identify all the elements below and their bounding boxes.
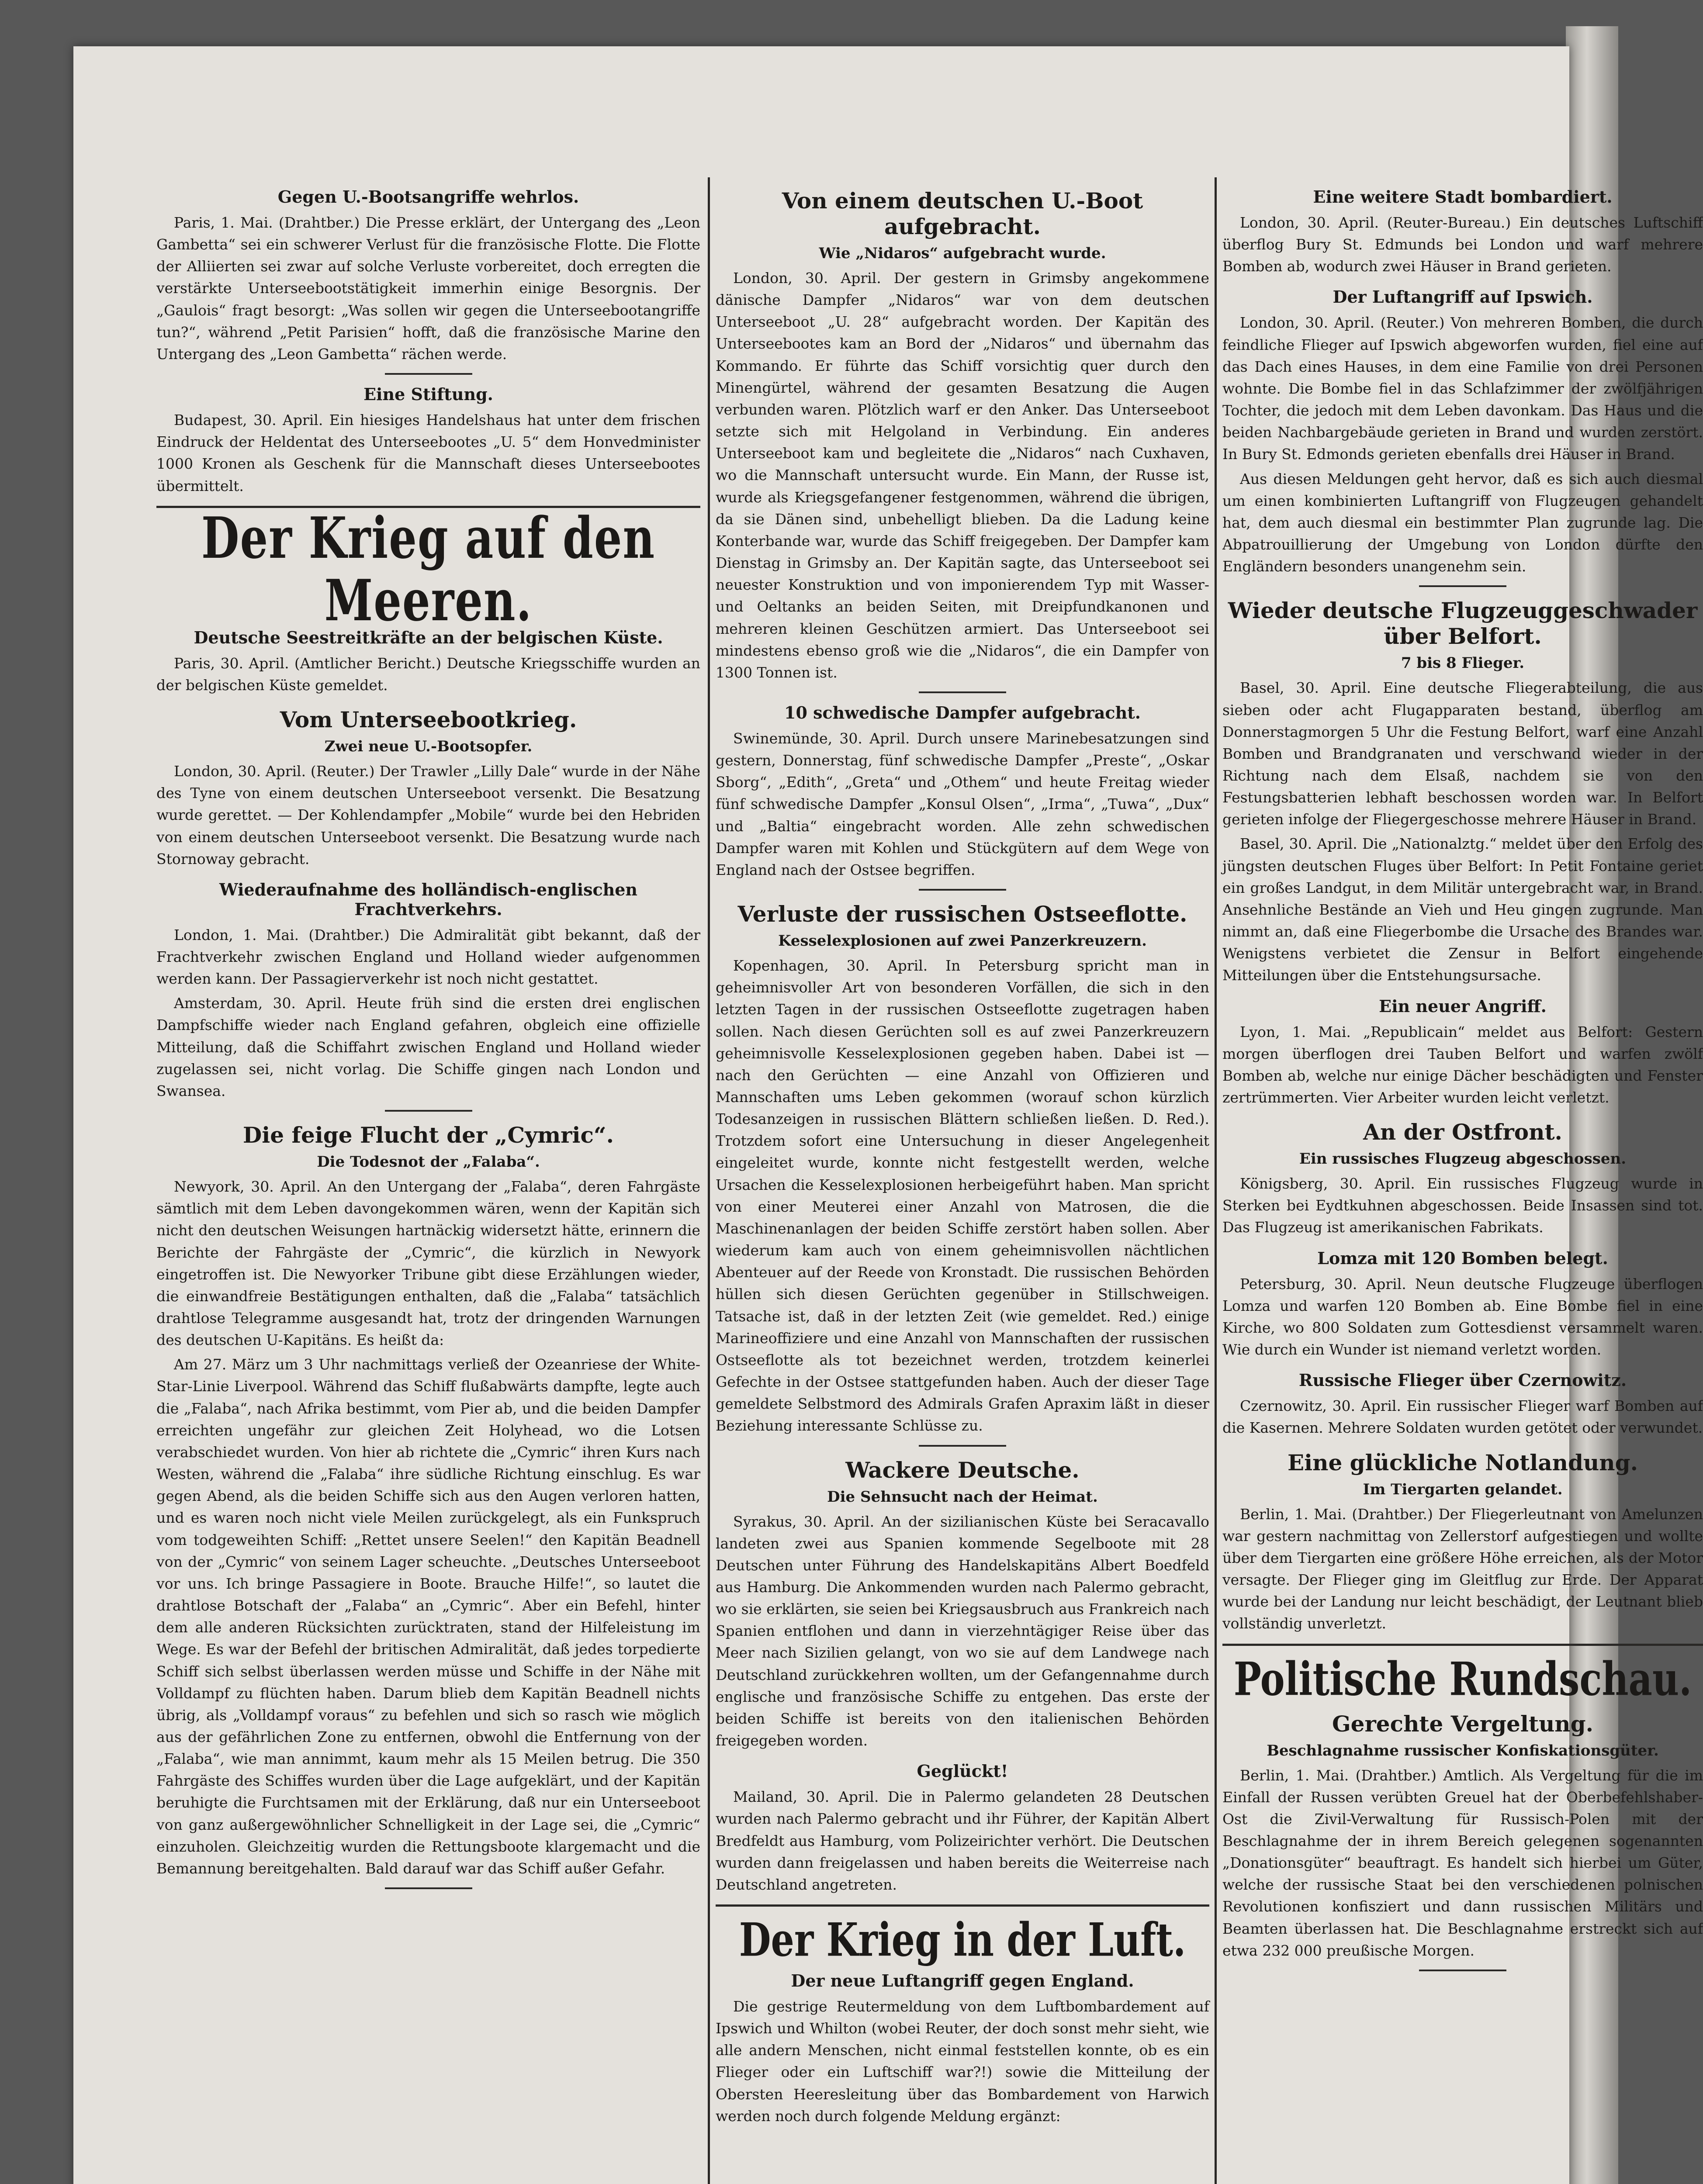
subheadline: 7 bis 8 Flieger. [1401,654,1525,672]
headline: Verluste der russischen Ostseeflotte. [737,901,1187,927]
headline: An der Ostfront. [1363,1119,1562,1145]
article-text: London, 1. Mai. (Drahtber.) Die Admiralität gibt bekannt, daß der Frachtverkehr zwischen England und Holland wieder aufgenommen werden kann. Der Passagierverkehr ist noch nicht gestattet. [156,926,700,988]
separator [919,889,1006,891]
article-text: London, 30. April. Der gestern in Grimsby angekommene dänische Dampfer „Nidaros“ war von dem deutschen Unterseeboot „U. 28“ aufgebracht worden. Der Kapitän des Unterseebootes kam an Bord der „Nidaros“ und übernahm das Kommando. Er führte das Schiff vorsichtig quer durch den Minengürtel, während der gesamten Besatzung die Augen verbunden waren. Plötzlich warf er den Anker. Das Unterseeboot setzte sich mit Helgoland in Verbindung. Ein anderes Unterseeboot kam und begleitete die „Nidaros“ nach Cuxhaven, wo die Mannschaft untersucht wurde. Ein Mann, der Russe ist, wurde als Kriegsgefangener festgenommen, während die übrigen, da sie Dänen sind, unbehelligt blieben. Da die Ladung keine Konterbande war, wurde das Schiff freigegeben. Der Dampfer kam Dienstag in Grimsby an. Der Kapitän sagte, das Unterseeboot sei neuester Konstruktion und von imponierendem Typ mit Wasser- und Oeltanks an beiden Seiten, mit Dreipfundkanonen und mehreren kleinen Geschützen armiert. Das Unterseeboot sei mindestens ebenso groß wie die „Nidaros“, die ein Dampfer von 1300 Tonnen ist. [716,270,1209,681]
article-text: Am 27. März um 3 Uhr nachmittags verließ der Ozeanriese der White-Star-Linie Liverpool. Während das Schiff flußabwärts dampfte, legte auch die „Falaba“, nach Afrika bestimmt, vom Pier ab, und die beiden Dampfer erreichten ungefähr zur gleichen Zeit Holyhead, wo die Lotsen verabschiedet wurden. Von hier ab richtete die „Cymric“ ihren Kurs nach Westen, während die „Falaba“ ihre südliche Richtung einschlug. Es war gegen Abend, als die beiden Schiffe sich aus den Augen verloren hatten, und es waren noch nicht viele Meilen zurückgelegt, als ein Funkspruch vom todgeweihten Schiff: „Rettet unsere Seelen!“ den Kapitän Beadnell von der „Cymric“ von seinem Lager scheuchte. „Deutsches Unterseeboot vor uns. Ich bringe Passagiere in Boote. Brauche Hilfe!“, so lautet die drahtlose Botschaft der „Falaba“ an „Cymric“. Aber ein Befehl, hinter dem alle anderen Rücksichten zurücktraten, stand der Hilfeleistung im Wege. Es war der Befehl der britischen Admiralität, daß jedes torpedierte Schiff sich selbst überlassen werden müsse und Schiffe in der Nähe mit Volldampf zu flüchten haben. Darum blieb dem Kapitän Beadnell nichts übrig, als „Volldampf voraus“ zu befehlen und sich so rasch wie möglich aus der gefährlichen Zone zu entfernen, obwohl die Entfernung von der „Falaba“, wie man annimmt, kaum mehr als 15 Meilen betrug. Die 350 Fahrgäste des Schiffes wurden über die Lage aufgeklärt, und der Kapitän beruhigte die Furchtsamen mit der Erklärung, daß nur ein Unterseeboot von ganz außergewöhnlicher Schnelligkeit in der Lage sei, die „Cymric“ einzuholen. Gleichzeitig wurden die Rettungsboote klargemacht und die Bemannung bereitgehalten. Bald darauf war das Schiff außer Gefahr. [156,1356,700,1877]
article-text: Petersburg, 30. April. Neun deutsche Flugzeuge überflogen Lomza und warfen 120 Bomben ab. Eine Bombe fiel in eine Kirche, wo 800 Soldaten zum Gottesdienst versammelt waren. Wie durch ein Wunder ist niemand verletzt worden. [1222,1275,1703,1358]
article-text: Newyork, 30. April. An den Untergang der „Falaba“, deren Fahrgäste sämtlich mit dem Leben davongekommen wären, wenn der Kapitän sich nicht den deutschen Weisungen hartnäckig widersetzt hätte, erinnern die Berichte der Fahrgäste der „Cymric“, die kürzlich in Newyork eingetroffen ist. Die Newyorker Tribune gibt diese Erzählungen wieder, die einwandfreie Bestätigungen enthalten, daß die „Falaba“ tatsächlich drahtlose Telegramme ausgesandt hat, trotz der dringenden Warnungen des deutschen U-Kapitäns. Es heißt da: [156,1178,700,1349]
subheadline: Im Tiergarten gelandet. [1363,1480,1563,1498]
headline: 10 schwedische Dampfer aufgebracht. [784,702,1141,722]
subheadline: Beschlagnahme russischer Konfiskationsgüter. [1267,1742,1659,1759]
separator [385,373,472,375]
article-text: Czernowitz, 30. April. Ein russischer Flieger warf Bomben auf die Kasernen. Mehrere Soldaten wurden getötet oder verwundet. [1222,1397,1703,1437]
headline: Von einem deutschen U.-Boot aufgebracht. [782,188,1143,239]
headline: Deutsche Seestreitkräfte an der belgischen Küste. [194,627,663,647]
headline: Gegen U.-Bootsangriffe wehrlos. [277,187,579,207]
article-text: Basel, 30. April. Die „Nationalztg.“ meldet über den Erfolg des jüngsten deutschen Fluges über Belfort: In Petit Fontaine geriet ein großes Landgut, in dem Militär untergebracht war, in Brand. Ansehnliche Bestände an Vieh und Heu gingen zugrunde. Man nimmt an, daß eine Fliegerbombe die Ursache des Brandes war. Wenigstens verbietet die Zensur in Belfort eingehende Mitteilungen über die Entstehungsursache. [1222,835,1703,984]
separator [1419,1970,1506,1971]
headline: Eine Stiftung. [363,384,493,404]
article-text: Berlin, 1. Mai. (Drahtber.) Amtlich. Als Vergeltung für die im Einfall der Russen verübten Greuel hat der Oberbefehlshaber-Ost die Zivil-Verwaltung für Russisch-Polen mit der Beschlagnahme der in ihrem Bereich gelegenen sogenannten „Donationsgüter“ beauftragt. Es handelt sich hierbei um Güter, welche der russische Staat bei den verschiedenen polnischen Revolutionen konfisziert und dann russischen Militärs und Beamten überlassen hat. Die Beschlagnahme erstreckt sich auf etwa 232 000 preußische Morgen. [1222,1766,1703,1959]
newspaper-page [73,46,1703,2184]
headline: Vom Unterseebootkrieg. [280,707,577,733]
headline: Eine weitere Stadt bombardiert. [1313,187,1613,207]
separator [385,1110,472,1112]
headline: Geglückt! [917,1761,1008,1781]
headline: Wieder deutsche Flugzeuggeschwader über Belfort. [1228,598,1698,650]
subheadline: Ein russisches Flugzeug abgeschossen. [1299,1150,1627,1168]
column-3 [1222,177,1703,2184]
subheadline: Wie „Nidaros“ aufgebracht wurde. [819,245,1106,262]
subheadline: Die Sehnsucht nach der Heimat. [827,1488,1098,1506]
section-banner: Der Krieg auf den Meeren. [201,504,656,634]
section-divider [1222,1644,1703,1646]
article-text: Aus diesen Meldungen geht hervor, daß es sich auch diesmal um einen kombinierten Luftangriff von Flugzeugen gehandelt hat, dem auch diesmal ein bestimmter Plan zugrunde lag. Die Abpatrouillierung der Umgebung von London dürfte den Engländern besonders unangenehm sein. [1222,470,1703,575]
subheadline: Zwei neue U.-Bootsopfer. [324,738,533,756]
column-1 [156,177,700,2184]
separator [1419,585,1506,587]
article-text: Swinemünde, 30. April. Durch unsere Marinebesatzungen sind gestern, Donnerstag, fünf schwedische Dampfer „Preste“, „Oskar Sborg“, „Edith“, „Greta“ und „Othem“ und heute Freitag wieder fünf schwedische Dampfer „Konsul Olsen“, „Irma“, „Tuwa“, „Dux“ und „Baltia“ eingebracht worden. Alle zehn schwedischen Dampfer waren mit Kohlen und Stückgütern auf dem Wege von England nach der Ostsee begriffen. [716,729,1209,878]
separator [385,1887,472,1889]
headline: Lomza mit 120 Bomben belegt. [1317,1248,1608,1268]
article-text: Lyon, 1. Mai. „Republicain“ meldet aus Belfort: Gestern morgen überflogen drei Tauben Belfort und warfen zwölf Bomben ab, welche nur einige Dächer beschädigten und Fenster zertrümmerten. Vier Arbeiter wurden leicht verletzt. [1222,1023,1703,1106]
subheadline: Kesselexplosionen auf zwei Panzerkreuzern. [778,932,1147,950]
article-text: Mailand, 30. April. Die in Palermo gelandeten 28 Deutschen wurden nach Palermo gebracht und ihr Führer, der Kapitän Albert Bredfeldt aus Hamburg, vom Polizeirichter verhört. Die Deutschen wurden dann freigelassen und haben bereits die Weiterreise nach Deutschland angetreten. [716,1788,1209,1893]
article-text: London, 30. April. (Reuter-Bureau.) Ein deutsches Luftschiff überflog Bury St. Edmunds bei London und warf mehrere Bomben ab, wodurch zwei Häuser in Brand gerieten. [1222,214,1703,275]
headline: Der Luftangriff auf Ipswich. [1333,287,1593,307]
separator [919,691,1006,693]
column-rule-2 [1215,177,1217,2184]
headline: Wiederaufnahme des holländisch-englischen Frachtverkehrs. [219,879,638,919]
article-text: Kopenhagen, 30. April. In Petersburg spricht man in geheimnisvoller Art von besonderen Vorfällen, die sich in den letzten Tagen in der russischen Ostseeflotte zugetragen haben sollen. Nach diesen Gerüchten soll es auf zwei Panzerkreuzern geheimnisvolle Kesselexplosionen gegeben haben. Dabei ist — nach den Gerüchten — eine Anzahl von Offizieren und Mannschaften ums Leben gekommen (worauf schon kürzlich Todesanzeigen in russischen Blättern schließen ließen. D. Red.). Trotzdem sofort eine Untersuchung in dieser Angelegenheit eingeleitet wurde, konnte nicht festgestellt werden, welche Ursachen die Kesselexplosionen herbeigeführt haben. Man spricht von einer Meuterei einer Anzahl von Matrosen, die die Maschinenanlagen der beiden Schiffe zerstört haben sollen. Aber wiederum kam auch von einem geheimnisvollen nächtlichen Abenteuer auf der Reede von Kronstadt. Die russischen Behörden hüllen sich diesen Gerüchten gegenüber in Stillschweigen. Tatsache ist, daß in der letzten Zeit (wie gemeldet. Red.) einige Marineoffiziere und eine Anzahl von Mannschaften der russischen Ostseeflotte als tot bezeichnet werden, trotzdem keinerlei Gefechte in der Ostsee stattgefunden haben. Auch der dieser Tage gemeldete Selbstmord des Admirals Grafen Apraxim läßt in dieser Beziehung interessante Schlüsse zu. [716,957,1209,1434]
article-text: Königsberg, 30. April. Ein russisches Flugzeug wurde in Sterken bei Eydtkuhnen abgeschossen. Beide Insassen sind tot. Das Flugzeug ist amerikanischen Fabrikats. [1222,1175,1703,1236]
column-rule-1 [708,177,710,2184]
article-text: London, 30. April. (Reuter.) Von mehreren Bomben, die durch feindliche Flieger auf Ipswich abgeworfen wurden, fiel eine auf das Dach eines Hauses, in dem eine Familie von drei Personen wohnte. Die Bombe fiel in das Schlafzimmer der zwölfjährigen Tochter, die jedoch mit dem Leben davonkam. Das Haus und die beiden Nachbargebäude gerieten in Brand und wurden zerstört. In Bury St. Edmonds gerieten ebenfalls drei Häuser in Brand. [1222,314,1703,463]
section-divider [716,1904,1209,1907]
headline: Russische Flieger über Czernowitz. [1298,1370,1627,1390]
article-text: Amsterdam, 30. April. Heute früh sind die ersten drei englischen Dampfschiffe wieder nach England gefahren, obgleich eine offizielle Mitteilung, daß die Schiffahrt zwischen England und Holland wieder zugelassen sei, nicht vorlag. Die Schiffe gingen nach London und Swansea. [156,995,700,1099]
headline: Ein neuer Angriff. [1379,996,1547,1016]
separator [919,1445,1006,1447]
section-banner: Der Krieg in der Luft. [739,1912,1186,1967]
article-text: Paris, 1. Mai. (Drahtber.) Die Presse erklärt, der Untergang des „Leon Gambetta“ sei ein schwerer Verlust für die französische Flotte. Die Flotte der Alliierten sei zwar auf solche Verluste vorbereitet, doch erregten die verstärkte Unterseebootstätigkeit immerhin einige Besorgnis. Der „Gaulois“ fragt besorgt: „Was sollen wir gegen die Unterseebootangriffe tun?“, während „Petit Parisien“ hofft, daß die französische Marine den Untergang des „Leon Gambetta“ rächen werde. [156,214,700,363]
article-text: Paris, 30. April. (Amtlicher Bericht.) Deutsche Kriegsschiffe wurden an der belgischen Küste gemeldet. [156,654,700,694]
article-text: Die gestrige Reutermeldung von dem Luftbombardement auf Ipswich und Whilton (wobei Reuter, der doch sonst mehr sieht, wie alle andern Menschen, nicht einmal feststellen konnte, ob es ein Flieger oder ein Luftschiff war?!) sowie die Mitteilung der Obersten Heeresleitung über das Bombardement von Harwich werden noch durch folgende Meldung ergänzt: [716,1998,1209,2125]
article-text: Syrakus, 30. April. An der sizilianischen Küste bei Seracavallo landeten zwei aus Spanien kommende Segelboote mit 28 Deutschen unter Führung des Handelskapitäns Albert Boedfeld aus Hamburg. Die Ankommenden wurden nach Palermo gebracht, wo sie erklärten, sie seien bei Kriegsausbruch aus Frankreich nach Spanien entflohen und dann in vierzehntägiger Reise über das Meer nach Sizilien gelangt, von wo sie auf dem Landwege nach Deutschland zurückkehren wollten, um der Gefangennahme durch englische und französische Schiffe zu entgehen. Das erste der beiden Schiffe ist bereits von den italienischen Behörden freigegeben worden. [716,1513,1209,1749]
column-2 [716,177,1209,2184]
headline: Gerechte Vergeltung. [1332,1711,1594,1737]
article-text: London, 30. April. (Reuter.) Der Trawler „Lilly Dale“ wurde in der Nähe des Tyne von einem deutschen Unterseeboot versenkt. Die Besatzung wurde gerettet. — Der Kohlendampfer „Mobile“ wurde bei den Hebriden von einem deutschen Unterseeboot versenkt. Die Besatzung wurde nach Stornoway gebracht. [156,763,700,867]
article-text: Basel, 30. April. Eine deutsche Fliegerabteilung, die aus sieben oder acht Flugapparaten bestand, überflog am Donnerstagmorgen 5 Uhr die Festung Belfort, warf eine Anzahl Bomben und Brandgranaten und verschwand wieder in der Richtung nach dem Elsaß, nachdem sie von den Festungsbatterien lebhaft beschossen worden war. In Belfort gerieten infolge der Fliegergeschosse mehrere Häuser in Brand. [1222,679,1703,828]
headline: Wackere Deutsche. [845,1457,1080,1483]
headline: Eine glückliche Notlandung. [1287,1449,1638,1476]
article-text: Budapest, 30. April. Ein hiesiges Handelshaus hat unter dem frischen Eindruck der Heldentat des Unterseebootes „U. 5“ dem Honvedminister 1000 Kronen als Geschenk für die Mannschaft dieses Unterseebootes übermittelt. [156,411,700,494]
headline: Der neue Luftangriff gegen England. [791,1971,1134,1990]
article-text: Berlin, 1. Mai. (Drahtber.) Der Fliegerleutnant von Amelunzen war gestern nachmittag von Zellerstorf aufgestiegen und wollte über dem Tiergarten eine größere Höhe erreichen, als der Motor versagte. Der Flieger ging im Gleitflug zur Erde. Der Apparat wurde bei der Landung nur leicht beschädigt, der Leutnant blieb vollständig unverletzt. [1222,1505,1703,1632]
section-banner: Politische Rundschau. [1233,1652,1692,1706]
subheadline: Die Todesnot der „Falaba“. [317,1153,540,1171]
headline: Die feige Flucht der „Cymric“. [242,1122,614,1148]
